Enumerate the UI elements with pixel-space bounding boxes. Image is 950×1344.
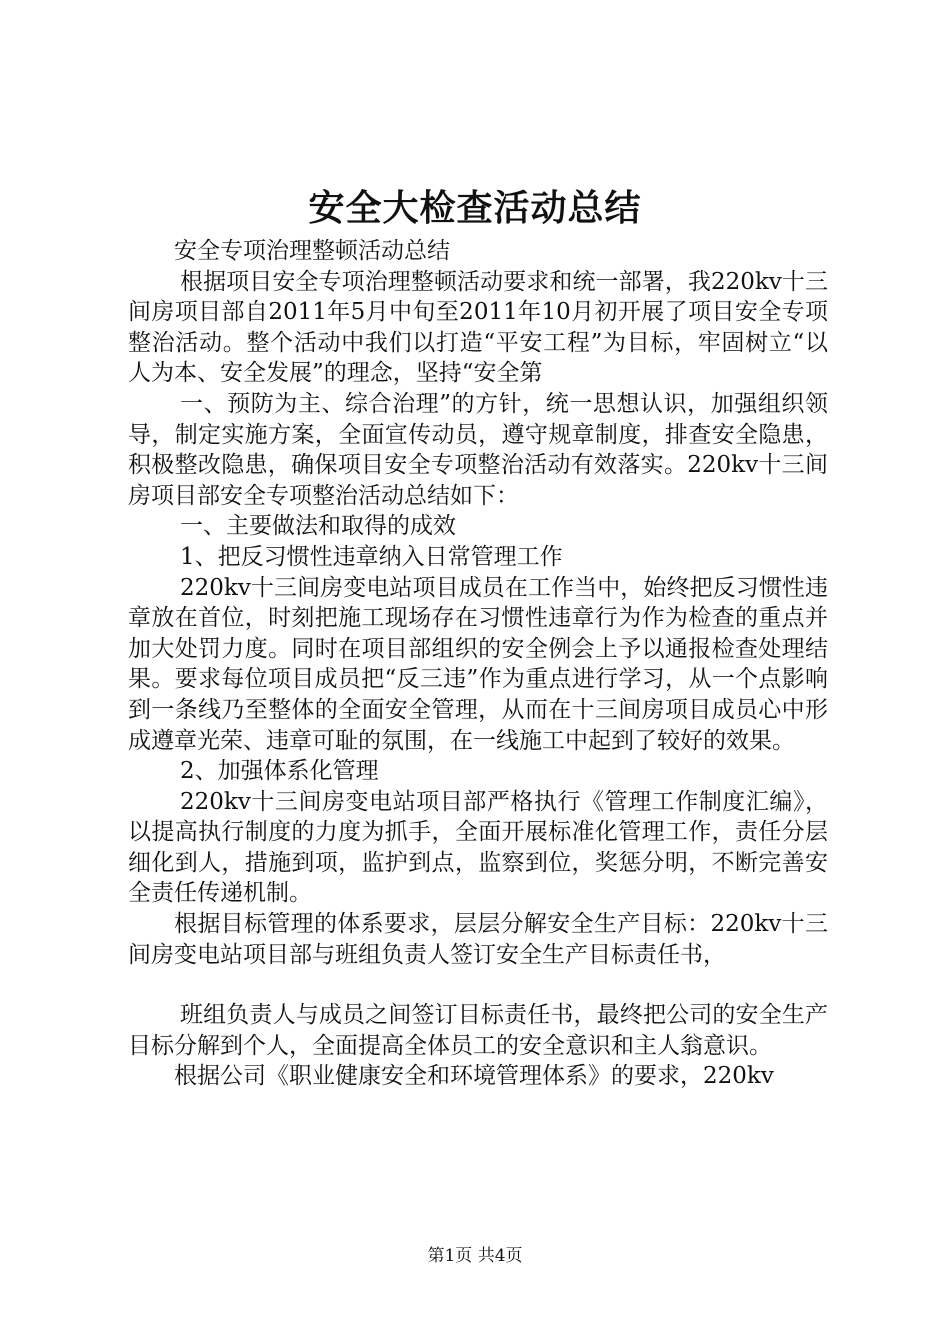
- subheading-system-management: 2、加强体系化管理: [180, 758, 379, 785]
- paragraph-gap: [128, 970, 828, 1000]
- paragraph-responsibility: 班组负责人与成员之间签订目标责任书，最终把公司的安全生产目标分解到个人，全面提高全体员工的安全意识和主人翁意识。: [128, 1002, 828, 1059]
- subheading-anti-violation: 1、把反习惯性违章纳入日常管理工作: [180, 543, 563, 570]
- document-title: 安全大检查活动总结: [308, 187, 642, 229]
- paragraph-anti-violation: 220kv十三间房变电站项目成员在工作当中，始终把反习惯性违章放在首位，时刻把施工现场存在习惯性违章行为作为检查的重点并加大处罚力度。同时在项目部组织的安全例会上予以通报检查处理结果。要求每位项目成员把“反三违”作为重点进行学习，从一个点影响到一条线乃至整体的全面安全管理，从而在十三间房项目成员心中形成遵章光荣、违章可耻的氛围，在一线施工中起到了较好的效果。: [128, 574, 828, 754]
- paragraph-intro: 根据项目安全专项治理整顿活动要求和统一部署，我220kv十三间房项目部自2011年5月中旬至2011年10月初开展了项目安全专项整治活动。整个活动中我们以打造“平安工程”为目标，牢固树立“以人为本、安全发展”的理念，坚持“安全第: [128, 268, 828, 387]
- paragraph-system-management: 220kv十三间房变电站项目部严格执行《管理工作制度汇编》，以提高执行制度的力度为抓手，全面开展标准化管理工作，责任分层细化到人，措施到项，监护到点，监察到位，奖惩分明，不断完善安全责任传递机制。: [128, 788, 828, 907]
- page-number-footer: 第1页 共4页: [427, 1246, 523, 1266]
- paragraph-policy: 一、预防为主、综合治理”的方针，统一思想认识，加强组织领导，制定实施方案，全面宣传动员，遵守规章制度，排查安全隐患，积极整改隐患，确保项目安全专项整治活动有效落实。220kv十三间房项目部安全专项整治活动总结如下：: [128, 390, 828, 509]
- section-heading-main-practices: 一、主要做法和取得的成效: [180, 513, 456, 540]
- paragraph-ohs-system: 根据公司《职业健康安全和环境管理体系》的要求，220kv: [174, 1063, 774, 1090]
- document-body: [128, 236, 828, 1092]
- paragraph-subtitle: 安全专项治理整顿活动总结: [174, 238, 450, 264]
- paragraph-target-management: 根据目标管理的体系要求，层层分解安全生产目标：220kv十三间房变电站项目部与班组负责人签订安全生产目标责任书，: [128, 911, 828, 968]
